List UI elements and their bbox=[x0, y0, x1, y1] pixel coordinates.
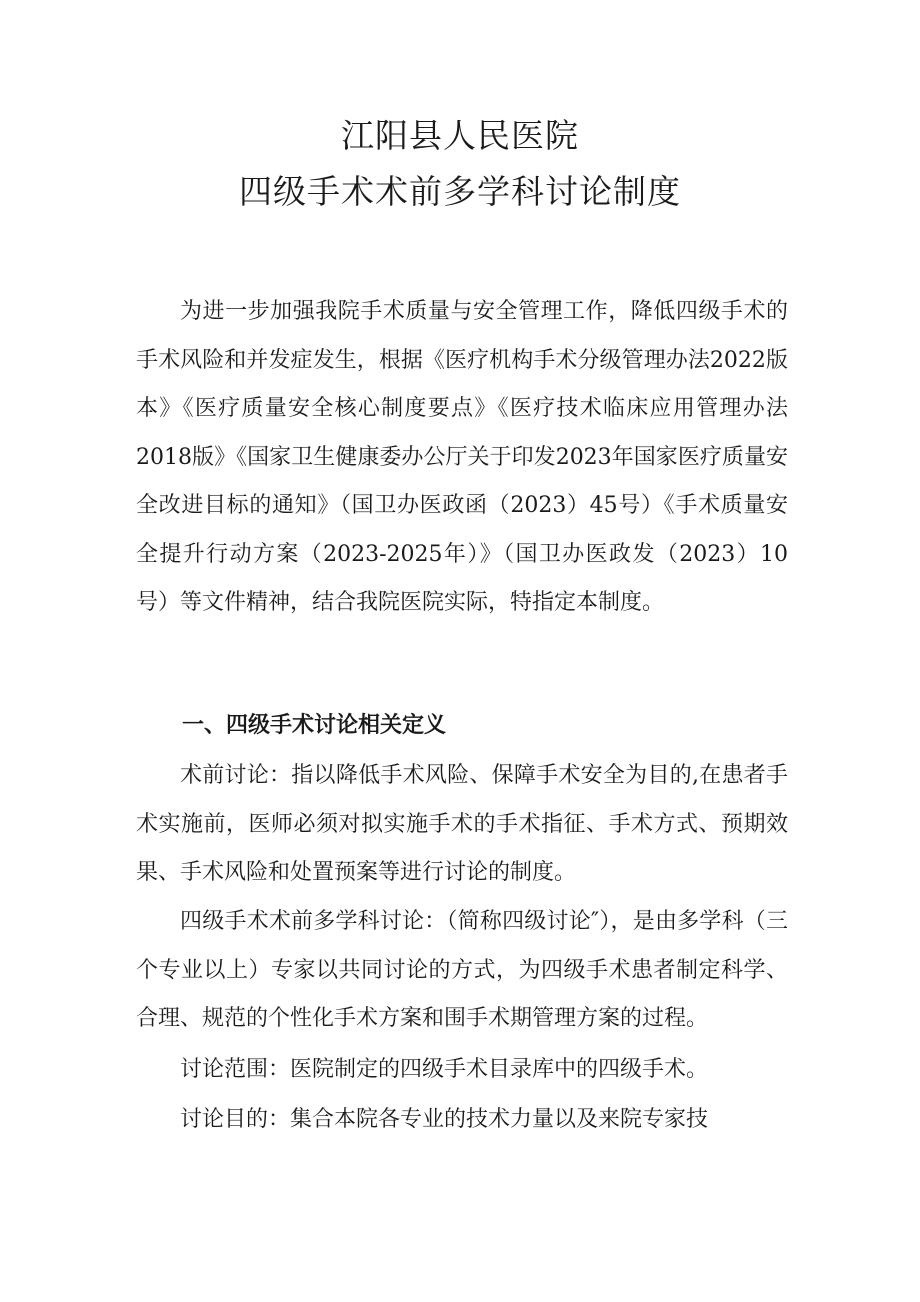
regulation-title: 四级手术术前多学科讨论制度 bbox=[239, 172, 681, 211]
section-heading-definitions: 一、四级手术讨论相关定义 bbox=[182, 713, 447, 738]
intro-paragraph: 为进一步加强我院手术质量与安全管理工作，降低四级手术的手术风险和并发症发生，根据《医疗机构手术分级管理办法2022版本》《医疗质量安全核心制度要点》《医疗技术临床应用管理办法2018版》《国家卫生健康委办公厅关于印发2023年国家医疗质量安全改进目标的通知》（国卫办医政函（2023）45号）《手术质量安全提升行动方案（2023-2025年）》（国卫办医政发（2023）10号）等文件精神，结合我院医院实际，特指定本制度。 bbox=[136, 299, 788, 615]
hospital-name: 江阳县人民医院 bbox=[341, 116, 579, 155]
paragraph-discussion-scope: 讨论范围：医院制定的四级手术目录库中的四级手术。 bbox=[180, 1057, 709, 1082]
paragraph-preop-discussion: 术前讨论：指以降低手术风险、保障手术安全为目的,在患者手术实施前，医师必须对拟实施手术的手术指征、手术方式、预期效果、手术风险和处置预案等进行讨论的制度。 bbox=[136, 763, 788, 885]
paragraph-mdt-discussion: 四级手术术前多学科讨论：（简称四级讨论″），是由多学科（三个专业以上）专家以共同讨论的方式，为四级手术患者制定科学、合理、规范的个性化手术方案和围手术期管理方案的过程。 bbox=[136, 909, 788, 1031]
document-title bbox=[0, 108, 920, 220]
paragraph-discussion-purpose: 讨论目的：集合本院各专业的技术力量以及来院专家技 bbox=[180, 1107, 709, 1132]
